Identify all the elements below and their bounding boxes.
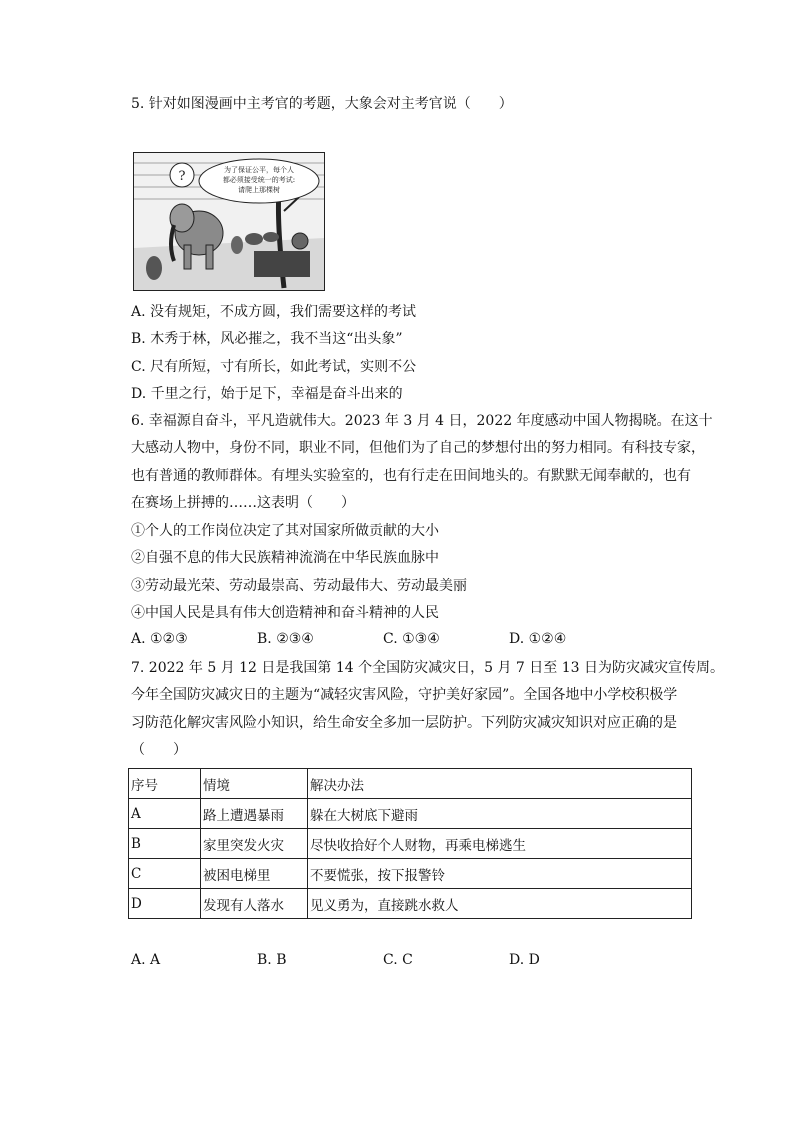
q7-option-b: B. B xyxy=(257,952,287,968)
q6-statement-3: ③劳动最光荣、劳动最崇高、劳动最伟大、劳动最美丽 xyxy=(131,578,467,594)
table-row xyxy=(129,799,692,829)
table-cell: 躲在大树底下避雨 xyxy=(308,799,692,829)
speech-line-1: 为了保证公平，每个人 xyxy=(224,166,294,174)
q6-option-b: B. ②③④ xyxy=(257,631,314,647)
table-cell: 尽快收拾好个人财物，再乘电梯逃生 xyxy=(308,829,692,859)
q6-options xyxy=(131,631,635,647)
table-cell: 发现有人落水 xyxy=(201,889,308,919)
table-cell: 路上遭遇暴雨 xyxy=(201,799,308,829)
table-row xyxy=(129,829,692,859)
q5-option-a: A. 没有规矩，不成方圆，我们需要这样的考试 xyxy=(131,304,417,320)
q6-line-4: 在赛场上拼搏的……这表明（ ） xyxy=(131,495,355,511)
q7-option-c: C. C xyxy=(383,952,413,968)
q6-statement-4: ④中国人民是具有伟大创造精神和奋斗精神的人民 xyxy=(131,605,439,621)
q6-statement-2: ②自强不息的伟大民族精神流淌在中华民族血脉中 xyxy=(131,550,439,566)
q7-line-2: 今年全国防灾减灾日的主题为“减轻灾害风险，守护美好家园”。全国各地中小学校积极学 xyxy=(131,687,678,703)
q7-options xyxy=(131,952,635,968)
table-cell: 不要慌张，按下报警铃 xyxy=(308,859,692,889)
q5-option-b: B. 木秀于林，风必摧之，我不当这“出头象” xyxy=(131,331,403,347)
table-row xyxy=(129,889,692,919)
q5-option-c: C. 尺有所短，寸有所长，如此考试，实则不公 xyxy=(131,359,417,375)
table-header: 序号 xyxy=(129,769,201,799)
q6-option-a: A. ①②③ xyxy=(131,631,188,647)
table-header-row xyxy=(129,769,692,799)
table-cell: A xyxy=(129,799,201,829)
q7-line-3: 习防范化解灾害风险小知识，给生命安全多加一层防护。下列防灾减灾知识对应正确的是 xyxy=(131,715,677,731)
thought-mark: ? xyxy=(178,169,186,184)
q7-table xyxy=(128,768,692,919)
q6-option-c: C. ①③④ xyxy=(383,631,440,647)
q7-option-a: A. A xyxy=(131,952,161,968)
cartoon-image xyxy=(133,152,325,291)
table-cell: D xyxy=(129,889,201,919)
q6-option-d: D. ①②④ xyxy=(509,631,567,647)
table-row xyxy=(129,859,692,889)
table-cell: C xyxy=(129,859,201,889)
speech-line-2: 都必须接受统一的考试: xyxy=(222,176,296,184)
q5-option-d: D. 千里之行，始于足下，幸福是奋斗出来的 xyxy=(131,386,403,402)
q6-line-3: 也有普通的教师群体。有埋头实验室的，也有行走在田间地头的。有默默无闻奉献的，也有 xyxy=(131,468,691,484)
table-cell: 见义勇为，直接跳水救人 xyxy=(308,889,692,919)
table-cell: 家里突发火灾 xyxy=(201,829,308,859)
table-header: 情境 xyxy=(201,769,308,799)
table-header: 解决办法 xyxy=(308,769,692,799)
q6-line-1: 6. 幸福源自奋斗，平凡造就伟大。2023 年 3 月 4 日，2022 年度感动中国人物揭晓。在这十 xyxy=(131,413,713,429)
q7-line-1: 7. 2022 年 5 月 12 日是我国第 14 个全国防灾减灾日，5 月 7 日至 13 日为防灾减灾宣传周。 xyxy=(131,660,725,676)
q6-line-2: 大感动人物中，身份不同，职业不同，但他们为了自己的梦想付出的努力相同。有科技专家， xyxy=(131,440,705,456)
q6-statement-1: ①个人的工作岗位决定了其对国家所做贡献的大小 xyxy=(131,523,439,539)
table-cell: B xyxy=(129,829,201,859)
q7-line-4: （ ） xyxy=(131,742,187,758)
q7-option-d: D. D xyxy=(509,952,540,968)
q5-stem: 5. 针对如图漫画中主考官的考题，大象会对主考官说（ ） xyxy=(131,96,513,112)
speech-line-3: 请爬上那棵树 xyxy=(238,186,280,194)
table-cell: 被困电梯里 xyxy=(201,859,308,889)
